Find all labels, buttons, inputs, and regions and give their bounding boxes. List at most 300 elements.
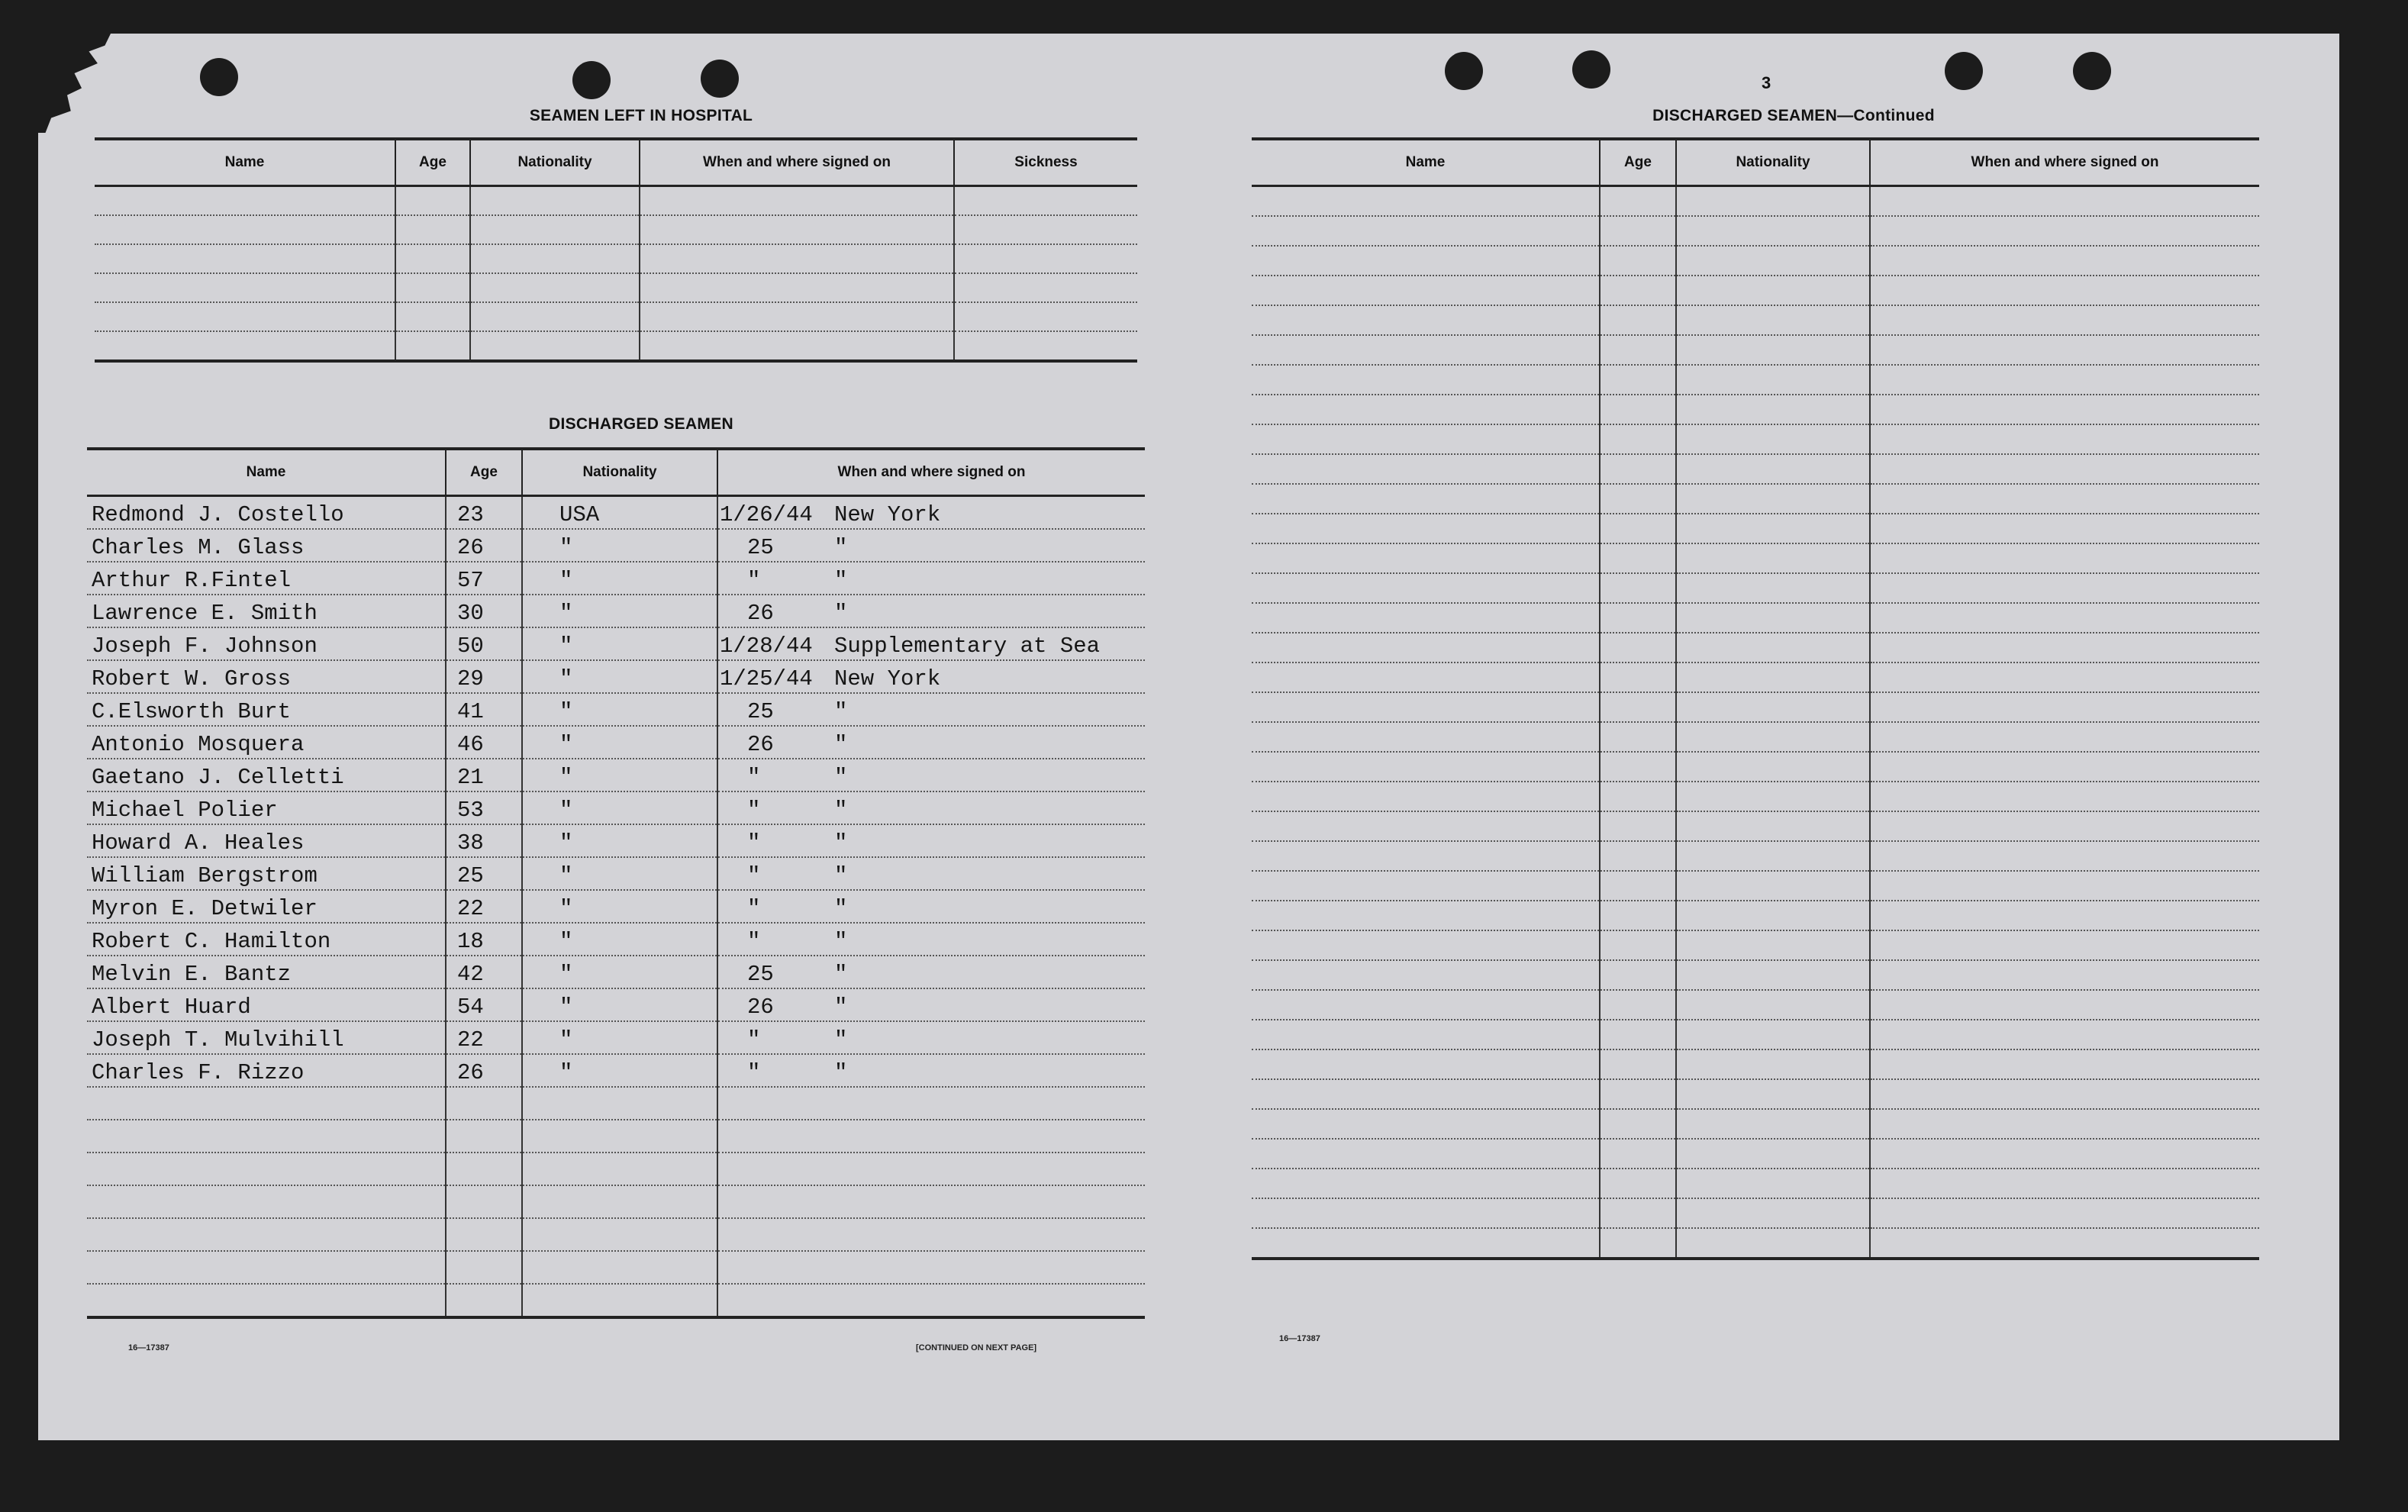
empty-row bbox=[1252, 1169, 2259, 1198]
signed-on-place: " bbox=[834, 995, 848, 1020]
seaman-name: Lawrence E. Smith bbox=[87, 595, 446, 627]
empty-row bbox=[1252, 752, 2259, 782]
empty-cell bbox=[1252, 1228, 1600, 1259]
empty-cell bbox=[1252, 1198, 1600, 1228]
seaman-age: 25 bbox=[446, 857, 522, 890]
seaman-age: 57 bbox=[446, 562, 522, 595]
empty-cell bbox=[1870, 276, 2259, 305]
empty-row bbox=[1252, 811, 2259, 841]
empty-cell bbox=[1870, 543, 2259, 573]
seaman-name: Michael Polier bbox=[87, 791, 446, 824]
empty-row bbox=[1252, 454, 2259, 484]
empty-cell bbox=[1676, 335, 1870, 365]
empty-row bbox=[1252, 1079, 2259, 1109]
empty-cell bbox=[1676, 692, 1870, 722]
empty-cell bbox=[1676, 484, 1870, 514]
empty-cell bbox=[395, 331, 470, 361]
signed-on-place: " bbox=[834, 568, 848, 593]
signed-on-place: " bbox=[834, 863, 848, 888]
empty-cell bbox=[640, 331, 954, 361]
empty-cell bbox=[1676, 514, 1870, 543]
empty-cell bbox=[95, 186, 395, 216]
empty-cell bbox=[446, 1087, 522, 1120]
signed-on-cell bbox=[717, 791, 1145, 824]
empty-cell bbox=[1600, 782, 1676, 811]
col-header-age: Age bbox=[395, 139, 470, 186]
punch-hole bbox=[1572, 50, 1610, 89]
empty-cell bbox=[87, 1251, 446, 1284]
empty-cell bbox=[1870, 871, 2259, 901]
table-row bbox=[87, 595, 1145, 627]
signed-on-cell bbox=[717, 627, 1145, 660]
seaman-nationality: " bbox=[522, 660, 717, 693]
empty-cell bbox=[95, 302, 395, 331]
empty-cell bbox=[470, 331, 640, 361]
seaman-nationality: " bbox=[522, 791, 717, 824]
empty-cell bbox=[1600, 871, 1676, 901]
empty-cell bbox=[1600, 752, 1676, 782]
signed-on-place: " bbox=[834, 732, 848, 757]
signed-on-date: 26 bbox=[747, 995, 774, 1020]
empty-cell bbox=[1676, 276, 1870, 305]
signed-on-place: " bbox=[834, 1060, 848, 1085]
seaman-nationality: " bbox=[522, 1021, 717, 1054]
signed-on-place: " bbox=[834, 699, 848, 724]
empty-row bbox=[1252, 1049, 2259, 1079]
empty-cell bbox=[1600, 930, 1676, 960]
seaman-name: William Bergstrom bbox=[87, 857, 446, 890]
empty-row bbox=[87, 1153, 1145, 1185]
empty-cell bbox=[1600, 484, 1676, 514]
signed-on-place: " bbox=[834, 1027, 848, 1053]
col-header-name: Name bbox=[1252, 139, 1600, 186]
empty-cell bbox=[717, 1087, 1145, 1120]
page-number: 3 bbox=[1762, 73, 1771, 92]
empty-row bbox=[1252, 573, 2259, 603]
seaman-name: Melvin E. Bantz bbox=[87, 956, 446, 988]
signed-on-place: " bbox=[834, 765, 848, 790]
empty-cell bbox=[1676, 395, 1870, 424]
empty-cell bbox=[954, 273, 1137, 302]
empty-cell bbox=[446, 1218, 522, 1251]
empty-cell bbox=[446, 1284, 522, 1317]
signed-on-cell bbox=[717, 759, 1145, 791]
signed-on-cell bbox=[717, 1054, 1145, 1087]
empty-cell bbox=[1870, 722, 2259, 752]
empty-cell bbox=[1676, 901, 1870, 930]
signed-on-date: 26 bbox=[747, 601, 774, 626]
empty-cell bbox=[522, 1251, 717, 1284]
empty-cell bbox=[1676, 1198, 1870, 1228]
seaman-nationality: " bbox=[522, 956, 717, 988]
empty-cell bbox=[1676, 186, 1870, 217]
empty-row bbox=[87, 1120, 1145, 1153]
signed-on-place: " bbox=[834, 896, 848, 921]
empty-cell bbox=[1870, 990, 2259, 1020]
empty-cell bbox=[470, 302, 640, 331]
col-header-nationality: Nationality bbox=[470, 139, 640, 186]
empty-row bbox=[1252, 692, 2259, 722]
empty-cell bbox=[95, 273, 395, 302]
signed-on-cell bbox=[717, 824, 1145, 857]
empty-cell bbox=[395, 302, 470, 331]
empty-cell bbox=[1252, 186, 1600, 217]
empty-row bbox=[1252, 276, 2259, 305]
empty-cell bbox=[1870, 1228, 2259, 1259]
empty-cell bbox=[522, 1087, 717, 1120]
empty-row bbox=[1252, 930, 2259, 960]
empty-cell bbox=[522, 1153, 717, 1185]
seaman-age: 26 bbox=[446, 529, 522, 562]
empty-cell bbox=[1676, 811, 1870, 841]
empty-cell bbox=[640, 302, 954, 331]
empty-cell bbox=[1600, 1198, 1676, 1228]
seaman-name: Charles F. Rizzo bbox=[87, 1054, 446, 1087]
empty-cell bbox=[395, 244, 470, 273]
empty-cell bbox=[717, 1185, 1145, 1218]
signed-on-cell bbox=[717, 890, 1145, 923]
empty-cell bbox=[1870, 663, 2259, 692]
signed-on-cell bbox=[717, 693, 1145, 726]
empty-row bbox=[95, 273, 1137, 302]
empty-cell bbox=[87, 1185, 446, 1218]
seaman-name: Albert Huard bbox=[87, 988, 446, 1021]
empty-cell bbox=[1252, 246, 1600, 276]
empty-cell bbox=[1870, 603, 2259, 633]
empty-cell bbox=[522, 1185, 717, 1218]
empty-cell bbox=[470, 215, 640, 244]
punch-hole bbox=[1445, 52, 1483, 90]
empty-cell bbox=[1676, 1020, 1870, 1049]
empty-cell bbox=[1870, 514, 2259, 543]
table-row bbox=[87, 660, 1145, 693]
seaman-age: 53 bbox=[446, 791, 522, 824]
seaman-name: Robert C. Hamilton bbox=[87, 923, 446, 956]
empty-row bbox=[87, 1185, 1145, 1218]
empty-cell bbox=[1252, 1139, 1600, 1169]
signed-on-date: 1/26/44 bbox=[720, 502, 813, 527]
seaman-name: Joseph T. Mulvihill bbox=[87, 1021, 446, 1054]
empty-cell bbox=[1870, 1169, 2259, 1198]
empty-cell bbox=[1600, 1079, 1676, 1109]
empty-row bbox=[87, 1251, 1145, 1284]
empty-cell bbox=[1870, 782, 2259, 811]
title-suffix: —Continued bbox=[1837, 107, 1935, 124]
empty-cell bbox=[1676, 365, 1870, 395]
empty-row bbox=[1252, 603, 2259, 633]
form-number-left: 16—17387 bbox=[128, 1343, 169, 1352]
seaman-name: Howard A. Heales bbox=[87, 824, 446, 857]
empty-cell bbox=[470, 273, 640, 302]
empty-row bbox=[1252, 484, 2259, 514]
seaman-name: Arthur R.Fintel bbox=[87, 562, 446, 595]
seaman-age: 54 bbox=[446, 988, 522, 1021]
empty-cell bbox=[717, 1251, 1145, 1284]
signed-on-date: 1/28/44 bbox=[720, 633, 813, 659]
empty-cell bbox=[1870, 1198, 2259, 1228]
empty-cell bbox=[446, 1251, 522, 1284]
empty-cell bbox=[1252, 1169, 1600, 1198]
empty-cell bbox=[1600, 841, 1676, 871]
empty-row bbox=[1252, 1139, 2259, 1169]
signed-on-place: Supplementary at Sea bbox=[834, 633, 1101, 659]
empty-cell bbox=[1676, 246, 1870, 276]
empty-cell bbox=[1252, 454, 1600, 484]
signed-on-date: " bbox=[747, 929, 761, 954]
empty-cell bbox=[1676, 305, 1870, 335]
empty-cell bbox=[1600, 1109, 1676, 1139]
empty-cell bbox=[1252, 990, 1600, 1020]
table-row bbox=[87, 1054, 1145, 1087]
title-main: DISCHARGED SEAMEN bbox=[1652, 107, 1838, 124]
empty-row bbox=[1252, 1020, 2259, 1049]
table-row bbox=[87, 956, 1145, 988]
empty-cell bbox=[1600, 335, 1676, 365]
empty-row bbox=[1252, 514, 2259, 543]
empty-cell bbox=[1252, 1020, 1600, 1049]
seaman-nationality: " bbox=[522, 759, 717, 791]
empty-cell bbox=[1600, 1139, 1676, 1169]
torn-corner bbox=[38, 34, 111, 133]
col-header-nationality: Nationality bbox=[1676, 139, 1870, 186]
empty-cell bbox=[395, 215, 470, 244]
empty-row bbox=[1252, 395, 2259, 424]
signed-on-date: " bbox=[747, 863, 761, 888]
empty-row bbox=[1252, 901, 2259, 930]
signed-on-cell bbox=[717, 496, 1145, 530]
empty-cell bbox=[1252, 871, 1600, 901]
col-header-nationality: Nationality bbox=[522, 449, 717, 496]
table-row bbox=[87, 693, 1145, 726]
empty-cell bbox=[1600, 901, 1676, 930]
empty-cell bbox=[1600, 722, 1676, 752]
empty-row bbox=[95, 186, 1137, 216]
empty-cell bbox=[1252, 663, 1600, 692]
empty-row bbox=[1252, 424, 2259, 454]
empty-cell bbox=[1252, 841, 1600, 871]
empty-cell bbox=[87, 1218, 446, 1251]
empty-cell bbox=[1870, 1109, 2259, 1139]
empty-row bbox=[1252, 1198, 2259, 1228]
empty-cell bbox=[1252, 1079, 1600, 1109]
empty-cell bbox=[1252, 305, 1600, 335]
seaman-nationality: " bbox=[522, 1054, 717, 1087]
table-row bbox=[87, 857, 1145, 890]
seaman-age: 38 bbox=[446, 824, 522, 857]
empty-cell bbox=[1676, 782, 1870, 811]
signed-on-place: New York bbox=[834, 666, 941, 692]
empty-cell bbox=[1600, 1169, 1676, 1198]
seaman-name: Robert W. Gross bbox=[87, 660, 446, 693]
empty-cell bbox=[1676, 871, 1870, 901]
empty-cell bbox=[640, 215, 954, 244]
ledger-sheet bbox=[38, 34, 2339, 1440]
empty-cell bbox=[446, 1185, 522, 1218]
seaman-name: C.Elsworth Burt bbox=[87, 693, 446, 726]
seaman-name: Joseph F. Johnson bbox=[87, 627, 446, 660]
empty-cell bbox=[1870, 216, 2259, 246]
empty-cell bbox=[1600, 573, 1676, 603]
empty-cell bbox=[1870, 692, 2259, 722]
empty-cell bbox=[1870, 960, 2259, 990]
hospital-section-title: SEAMEN LEFT IN HOSPITAL bbox=[529, 107, 753, 124]
seaman-name: Antonio Mosquera bbox=[87, 726, 446, 759]
signed-on-cell bbox=[717, 956, 1145, 988]
signed-on-cell bbox=[717, 529, 1145, 562]
empty-cell bbox=[87, 1153, 446, 1185]
empty-cell bbox=[1870, 633, 2259, 663]
empty-cell bbox=[1870, 573, 2259, 603]
empty-row bbox=[1252, 305, 2259, 335]
empty-cell bbox=[1676, 543, 1870, 573]
signed-on-place: " bbox=[834, 798, 848, 823]
empty-row bbox=[1252, 633, 2259, 663]
signed-on-cell bbox=[717, 857, 1145, 890]
signed-on-date: 25 bbox=[747, 962, 774, 987]
empty-cell bbox=[95, 244, 395, 273]
empty-cell bbox=[1870, 901, 2259, 930]
empty-cell bbox=[1600, 1228, 1676, 1259]
empty-cell bbox=[1870, 1020, 2259, 1049]
empty-cell bbox=[1676, 663, 1870, 692]
empty-row bbox=[1252, 216, 2259, 246]
punch-hole bbox=[200, 58, 238, 96]
signed-on-date: " bbox=[747, 830, 761, 856]
empty-cell bbox=[87, 1120, 446, 1153]
empty-cell bbox=[1870, 811, 2259, 841]
empty-cell bbox=[1252, 276, 1600, 305]
empty-cell bbox=[1252, 930, 1600, 960]
seaman-nationality: " bbox=[522, 529, 717, 562]
seaman-age: 29 bbox=[446, 660, 522, 693]
empty-cell bbox=[717, 1153, 1145, 1185]
empty-cell bbox=[1600, 663, 1676, 692]
empty-cell bbox=[1252, 811, 1600, 841]
empty-cell bbox=[1600, 305, 1676, 335]
col-header-signed-on: When and where signed on bbox=[1870, 139, 2259, 186]
punch-hole bbox=[572, 61, 611, 99]
empty-cell bbox=[1600, 960, 1676, 990]
empty-cell bbox=[1600, 1049, 1676, 1079]
empty-cell bbox=[1676, 216, 1870, 246]
empty-cell bbox=[1870, 484, 2259, 514]
empty-cell bbox=[1870, 246, 2259, 276]
empty-cell bbox=[954, 244, 1137, 273]
empty-row bbox=[1252, 1109, 2259, 1139]
seaman-nationality: " bbox=[522, 923, 717, 956]
seaman-nationality: " bbox=[522, 726, 717, 759]
discharged-section-title: DISCHARGED SEAMEN bbox=[549, 415, 733, 433]
empty-cell bbox=[1252, 722, 1600, 752]
punch-hole bbox=[701, 60, 739, 98]
seaman-age: 18 bbox=[446, 923, 522, 956]
seaman-age: 46 bbox=[446, 726, 522, 759]
empty-cell bbox=[1600, 1020, 1676, 1049]
empty-cell bbox=[1600, 216, 1676, 246]
signed-on-date: " bbox=[747, 1060, 761, 1085]
empty-cell bbox=[1252, 633, 1600, 663]
seaman-name: Myron E. Detwiler bbox=[87, 890, 446, 923]
empty-cell bbox=[1676, 841, 1870, 871]
signed-on-cell bbox=[717, 923, 1145, 956]
hospital-table bbox=[95, 137, 1137, 363]
empty-cell bbox=[1252, 603, 1600, 633]
empty-cell bbox=[1600, 811, 1676, 841]
seaman-nationality: " bbox=[522, 857, 717, 890]
signed-on-place: " bbox=[834, 962, 848, 987]
seaman-age: 42 bbox=[446, 956, 522, 988]
seaman-nationality: USA bbox=[522, 496, 717, 530]
empty-row bbox=[1252, 871, 2259, 901]
col-header-age: Age bbox=[1600, 139, 1676, 186]
empty-row bbox=[1252, 335, 2259, 365]
empty-cell bbox=[1600, 186, 1676, 217]
empty-cell bbox=[1676, 1109, 1870, 1139]
empty-cell bbox=[1600, 365, 1676, 395]
col-header-sickness: Sickness bbox=[954, 139, 1137, 186]
table-row bbox=[87, 562, 1145, 595]
table-row bbox=[87, 890, 1145, 923]
empty-cell bbox=[522, 1284, 717, 1317]
seaman-nationality: " bbox=[522, 890, 717, 923]
empty-cell bbox=[1252, 692, 1600, 722]
empty-cell bbox=[1870, 395, 2259, 424]
signed-on-place: " bbox=[834, 535, 848, 560]
table-row bbox=[87, 1021, 1145, 1054]
signed-on-date: " bbox=[747, 896, 761, 921]
empty-cell bbox=[954, 302, 1137, 331]
seaman-age: 22 bbox=[446, 1021, 522, 1054]
seaman-age: 26 bbox=[446, 1054, 522, 1087]
table-row bbox=[87, 726, 1145, 759]
empty-cell bbox=[1870, 454, 2259, 484]
empty-cell bbox=[1676, 960, 1870, 990]
empty-row bbox=[87, 1284, 1145, 1317]
punch-hole bbox=[1945, 52, 1983, 90]
signed-on-cell bbox=[717, 595, 1145, 627]
empty-row bbox=[1252, 663, 2259, 692]
empty-cell bbox=[395, 186, 470, 216]
empty-cell bbox=[1600, 633, 1676, 663]
seaman-name: Gaetano J. Celletti bbox=[87, 759, 446, 791]
empty-cell bbox=[1676, 752, 1870, 782]
form-number-right: 16—17387 bbox=[1279, 1334, 1320, 1343]
col-header-signed-on: When and where signed on bbox=[640, 139, 954, 186]
discharged-continued-table bbox=[1252, 137, 2259, 1260]
empty-row bbox=[1252, 782, 2259, 811]
empty-row bbox=[95, 331, 1137, 361]
signed-on-cell bbox=[717, 988, 1145, 1021]
empty-cell bbox=[446, 1120, 522, 1153]
signed-on-date: " bbox=[747, 568, 761, 593]
empty-cell bbox=[640, 186, 954, 216]
empty-cell bbox=[1870, 930, 2259, 960]
signed-on-cell bbox=[717, 726, 1145, 759]
seaman-age: 30 bbox=[446, 595, 522, 627]
empty-row bbox=[1252, 543, 2259, 573]
empty-cell bbox=[954, 186, 1137, 216]
table-row bbox=[87, 529, 1145, 562]
empty-cell bbox=[954, 215, 1137, 244]
col-header-signed-on: When and where signed on bbox=[717, 449, 1145, 496]
empty-row bbox=[1252, 722, 2259, 752]
seaman-nationality: " bbox=[522, 627, 717, 660]
empty-cell bbox=[717, 1218, 1145, 1251]
empty-cell bbox=[1870, 305, 2259, 335]
punch-hole bbox=[2073, 52, 2111, 90]
empty-cell bbox=[1600, 246, 1676, 276]
empty-cell bbox=[1676, 424, 1870, 454]
